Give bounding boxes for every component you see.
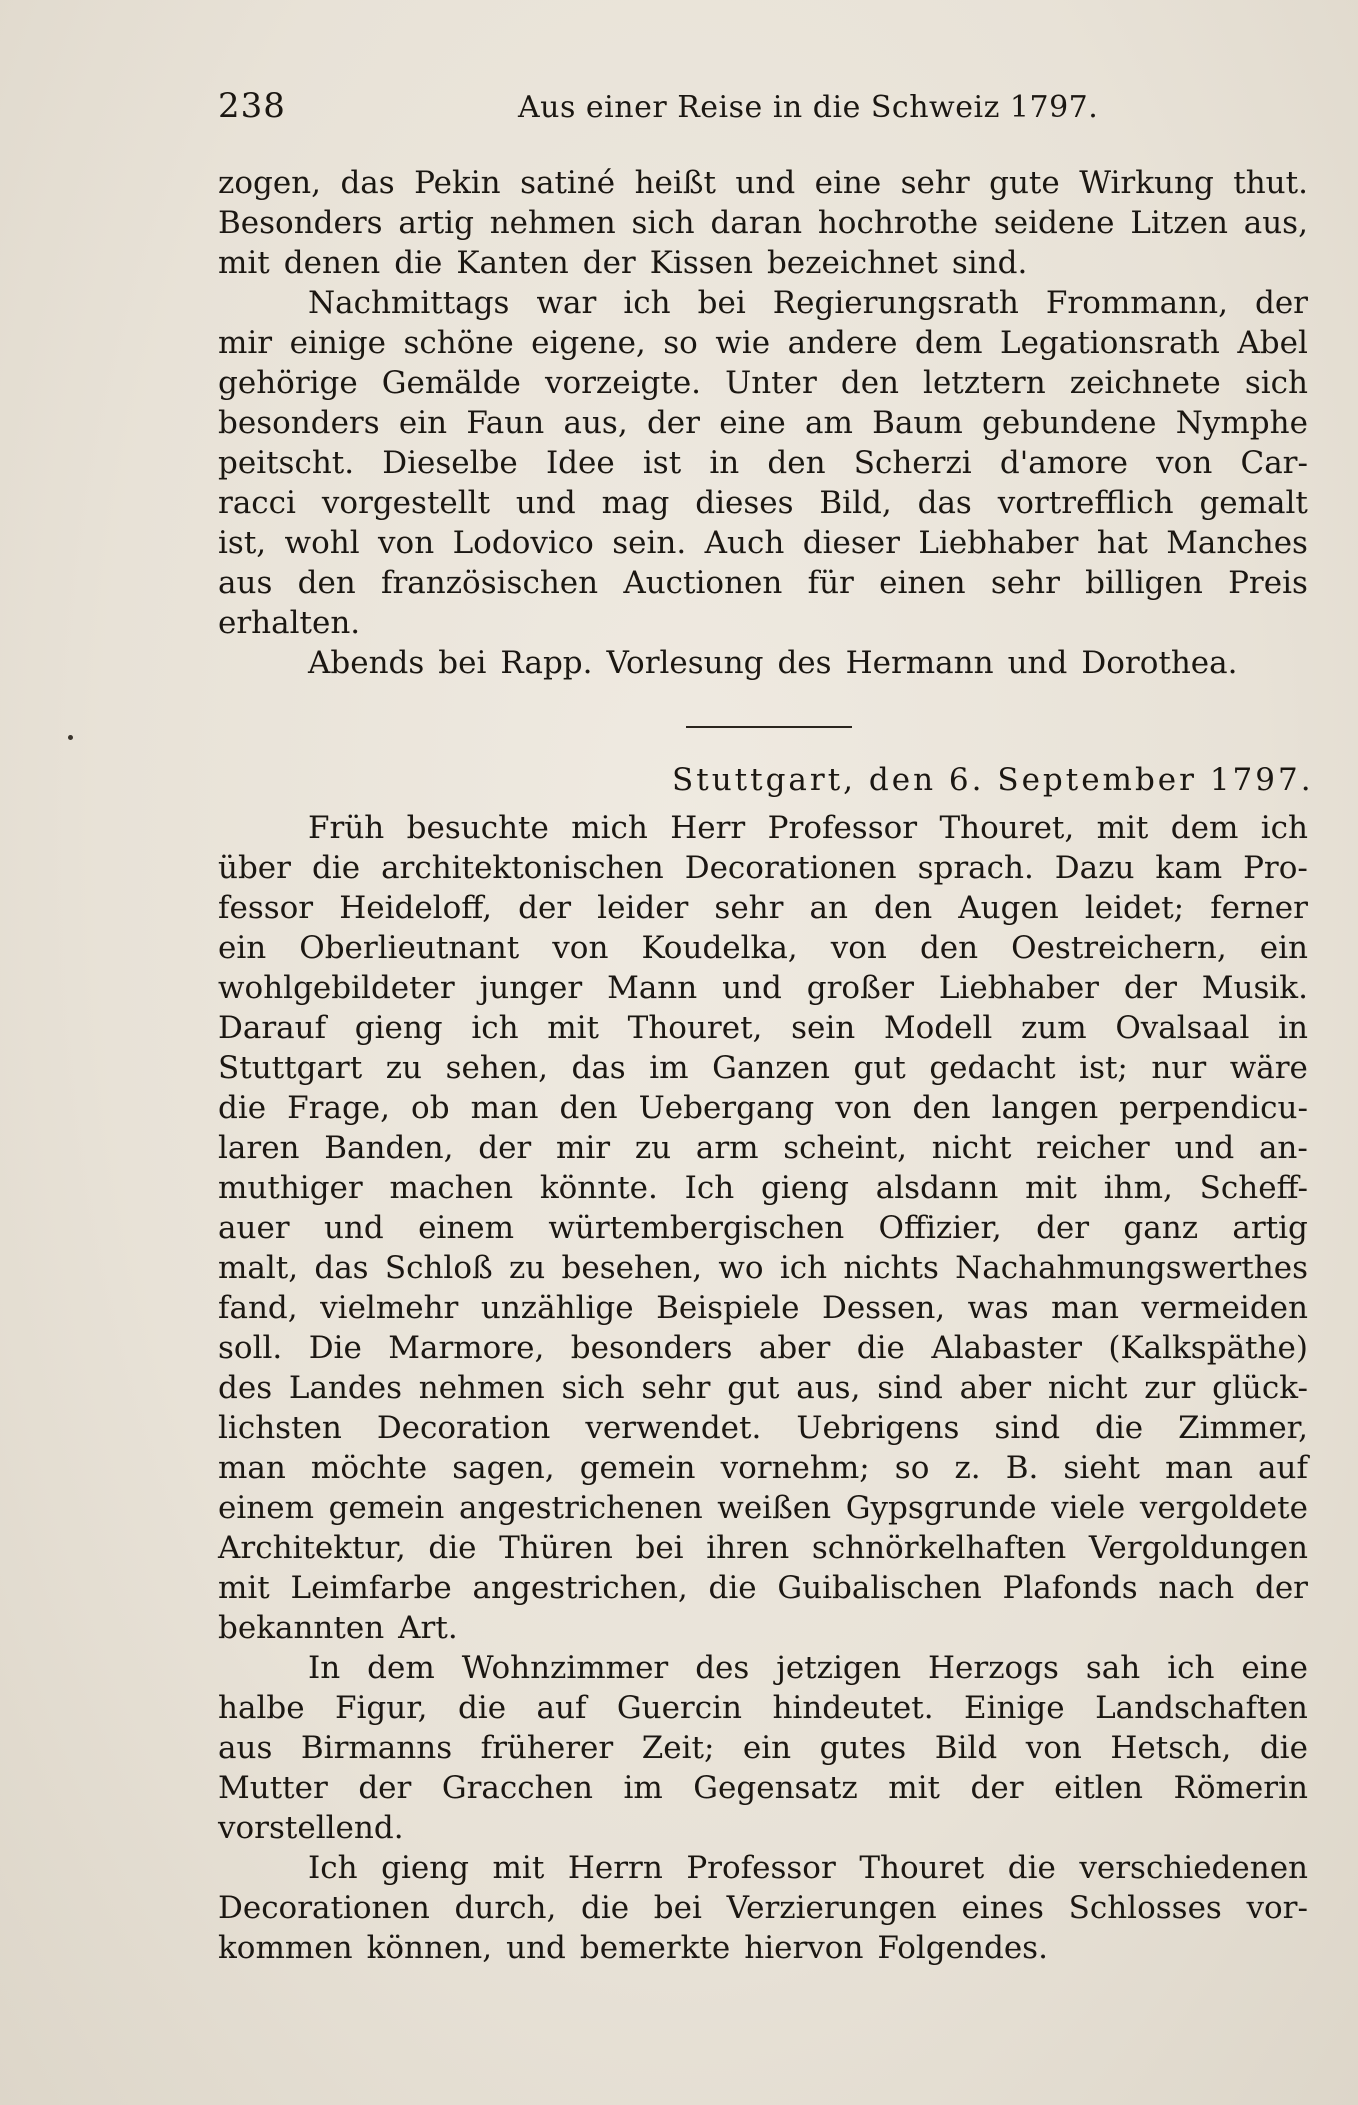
text-line: mit Leimfarbe angestrichen, die Guibalischen Plafonds nach der [218, 1570, 1308, 1606]
text-line: Ich gieng mit Herrn Professor Thouret die verschiedenen [308, 1850, 1308, 1886]
text-line: des Landes nehmen sich sehr gut aus, sind aber nicht zur glück- [218, 1370, 1308, 1406]
text-line: wohlgebildeter junger Mann und großer Liebhaber der Musik. [218, 970, 1308, 1006]
text-line: Decorationen durch, die bei Verzierungen eines Schlosses vor- [218, 1890, 1308, 1926]
text-line: halbe Figur, die auf Guercin hindeutet. Einige Landschaften [218, 1690, 1308, 1726]
text-line: besonders ein Faun aus, der eine am Baum gebundene Nymphe [218, 405, 1308, 441]
text-line: einem gemein angestrichenen weißen Gypsgrunde viele vergoldete [218, 1490, 1308, 1526]
text-line: zogen, das Pekin satiné heißt und eine sehr gute Wirkung thut. [218, 165, 1308, 201]
text-line: fessor Heideloff, der leider sehr an den Augen leidet; ferner [218, 890, 1308, 926]
ink-speck [68, 735, 73, 740]
text-line: laren Banden, der mir zu arm scheint, nicht reicher und an- [218, 1130, 1308, 1166]
text-line: die Frage, ob man den Uebergang von den langen perpendicu- [218, 1090, 1308, 1126]
text-line: Architektur, die Thüren bei ihren schnörkelhaften Vergoldungen [218, 1530, 1308, 1566]
text-line: ein Oberlieutnant von Koudelka, von den Oestreichern, ein [218, 930, 1308, 966]
text-line: fand, vielmehr unzählige Beispiele Dessen, was man vermeiden [218, 1290, 1308, 1326]
text-line: lichsten Decoration verwendet. Uebrigens sind die Zimmer, [218, 1410, 1308, 1446]
text-block-first-entry [218, 163, 1308, 683]
text-line: auer und einem würtembergischen Offizier, der ganz artig [218, 1210, 1308, 1246]
dateline: Stuttgart, den 6. September 1797. [672, 762, 1314, 798]
text-line: Abends bei Rapp. Vorlesung des Hermann und Dorothea. [308, 645, 1238, 681]
section-separator-rule [686, 726, 852, 728]
text-line: racci vorgestellt und mag dieses Bild, das vortrefflich gemalt [218, 485, 1308, 521]
text-line: soll. Die Marmore, besonders aber die Alabaster (Kalkspäthe) [218, 1330, 1308, 1366]
text-line: mit denen die Kanten der Kissen bezeichnet sind. [218, 245, 1028, 281]
text-line: ist, wohl von Lodovico sein. Auch dieser Liebhaber hat Manches [218, 525, 1308, 561]
text-line: malt, das Schloß zu besehen, wo ich nichts Nachahmungswerthes [218, 1250, 1308, 1286]
text-line: muthiger machen könnte. Ich gieng alsdann mit ihm, Scheff- [218, 1170, 1308, 1206]
text-line: mir einige schöne eigene, so wie andere dem Legationsrath Abel [218, 325, 1308, 361]
text-line: Mutter der Gracchen im Gegensatz mit der eitlen Römerin [218, 1770, 1308, 1806]
page-header [218, 86, 1308, 136]
text-line: kommen können, und bemerkte hiervon Folgendes. [218, 1930, 1048, 1966]
text-line: In dem Wohnzimmer des jetzigen Herzogs sah ich eine [308, 1650, 1308, 1686]
text-line: Darauf gieng ich mit Thouret, sein Modell zum Ovalsaal in [218, 1010, 1308, 1046]
text-line: Stuttgart zu sehen, das im Ganzen gut gedacht ist; nur wäre [218, 1050, 1308, 1086]
text-line: vorstellend. [218, 1810, 404, 1846]
running-head: Aus einer Reise in die Schweiz 1797. [518, 90, 1099, 125]
text-line: aus den französischen Auctionen für einen sehr billigen Preis [218, 565, 1308, 601]
text-line: über die architektonischen Decorationen sprach. Dazu kam Pro- [218, 850, 1308, 886]
text-line: erhalten. [218, 605, 361, 641]
text-line: bekannten Art. [218, 1610, 458, 1646]
text-line: Nachmittags war ich bei Regierungsrath Frommann, der [308, 285, 1308, 321]
text-line: Früh besuchte mich Herr Professor Thouret, mit dem ich [308, 810, 1308, 846]
text-block-second-entry [218, 808, 1308, 1968]
text-line: aus Birmanns früherer Zeit; ein gutes Bild von Hetsch, die [218, 1730, 1308, 1766]
page-number: 238 [218, 86, 286, 126]
text-line: gehörige Gemälde vorzeigte. Unter den letztern zeichnete sich [218, 365, 1308, 401]
text-line: peitscht. Dieselbe Idee ist in den Scherzi d'amore von Car- [218, 445, 1308, 481]
text-line: Besonders artig nehmen sich daran hochrothe seidene Litzen aus, [218, 205, 1308, 241]
text-line: man möchte sagen, gemein vornehm; so z. B. sieht man auf [218, 1450, 1308, 1486]
